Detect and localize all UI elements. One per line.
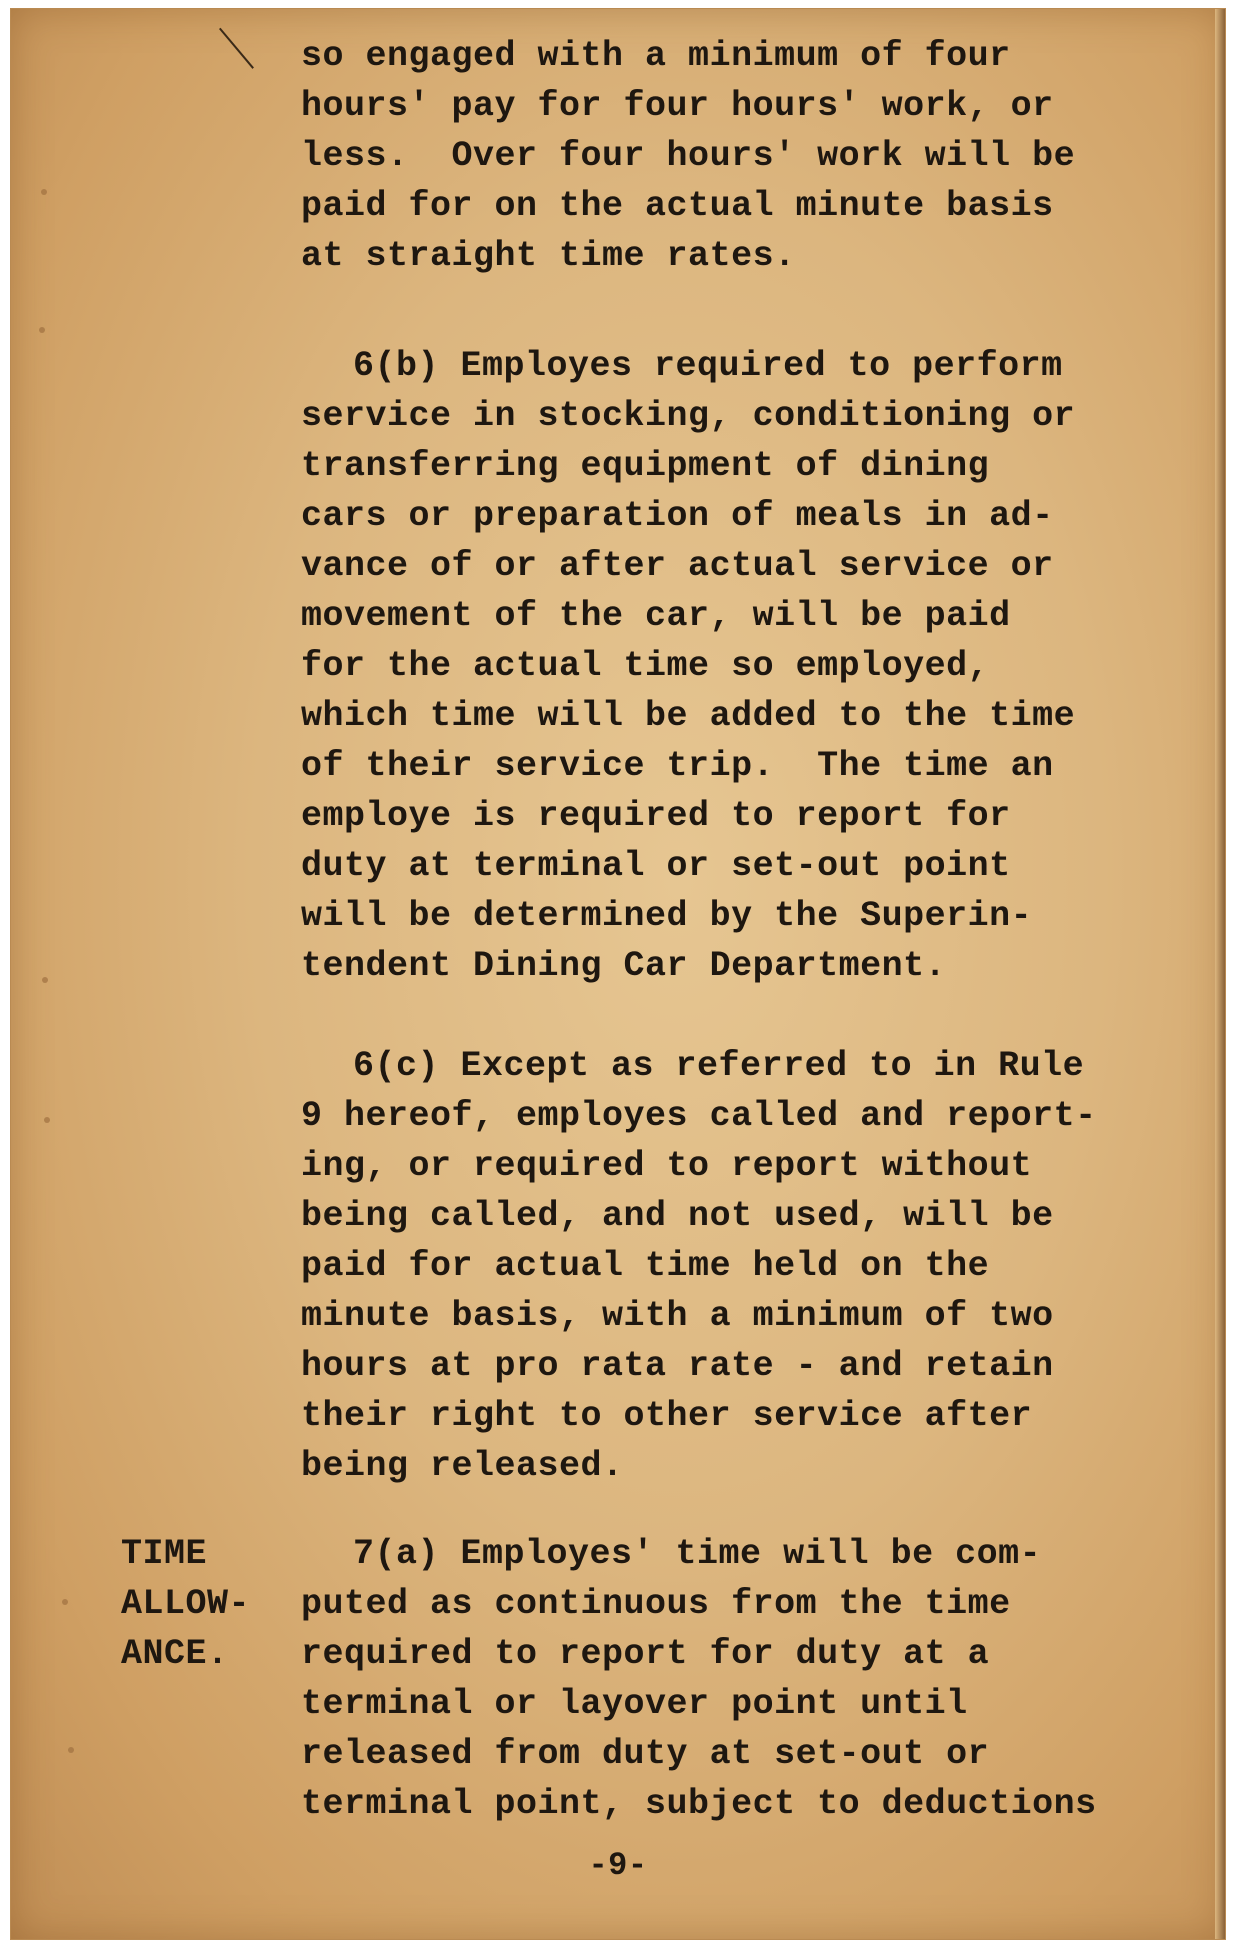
page-number: -9-: [588, 1847, 648, 1884]
text-line: ing, or required to report without: [301, 1146, 1033, 1186]
text-line: vance of or after actual service or: [301, 546, 1054, 586]
punch-hole-mark: [39, 327, 45, 333]
text-line: employe is required to report for: [301, 796, 1011, 836]
text-line: released from duty at set-out or: [301, 1734, 990, 1774]
text-line: service in stocking, conditioning or: [301, 396, 1076, 436]
continuation-paragraph: [301, 31, 1221, 281]
punch-hole-mark: [68, 1747, 74, 1753]
text-line: movement of the car, will be paid: [301, 596, 1011, 636]
text-line: will be determined by the Superin-: [301, 896, 1033, 936]
text-line: paid for on the actual minute basis: [301, 186, 1054, 226]
text-line: terminal or layover point until: [301, 1684, 968, 1724]
text-line: minute basis, with a minimum of two: [301, 1296, 1054, 1336]
text-line: required to report for duty at a: [301, 1634, 990, 1674]
rule-7a-paragraph: [301, 1529, 1221, 1829]
punch-hole-mark: [62, 1599, 68, 1605]
text-line: 6(c) Except as referred to in Rule: [353, 1046, 1085, 1086]
punch-hole-mark: [42, 977, 48, 983]
text-line: cars or preparation of meals in ad-: [301, 496, 1054, 536]
text-line: of their service trip. The time an: [301, 746, 1054, 786]
text-line: terminal point, subject to deductions: [301, 1784, 1097, 1824]
text-line: their right to other service after: [301, 1396, 1033, 1436]
text-line: 7(a) Employes' time will be com-: [353, 1534, 1042, 1574]
pencil-tick-mark: [219, 28, 254, 69]
margin-heading-line: ANCE.: [121, 1634, 229, 1674]
text-line: which time will be added to the time: [301, 696, 1076, 736]
text-line: tendent Dining Car Department.: [301, 946, 947, 986]
text-line: duty at terminal or set-out point: [301, 846, 1011, 886]
text-line: transferring equipment of dining: [301, 446, 990, 486]
margin-heading-time-allowance: [121, 1529, 301, 1679]
text-line: at straight time rates.: [301, 236, 796, 276]
text-line: 9 hereof, employes called and report-: [301, 1096, 1097, 1136]
rule-6b-paragraph: [301, 341, 1221, 991]
text-line: being released.: [301, 1446, 624, 1486]
margin-heading-line: TIME: [121, 1534, 208, 1574]
text-line: for the actual time so employed,: [301, 646, 990, 686]
text-line: so engaged with a minimum of four: [301, 36, 1011, 76]
document-page: [10, 8, 1226, 1940]
text-line: hours at pro rata rate - and retain: [301, 1346, 1054, 1386]
text-line: puted as continuous from the time: [301, 1584, 1011, 1624]
punch-hole-mark: [44, 1117, 50, 1123]
rule-6c-paragraph: [301, 1041, 1221, 1491]
text-line: paid for actual time held on the: [301, 1246, 990, 1286]
text-line: being called, and not used, will be: [301, 1196, 1054, 1236]
margin-heading-line: ALLOW-: [121, 1584, 251, 1624]
punch-hole-mark: [41, 189, 47, 195]
text-line: less. Over four hours' work will be: [301, 136, 1076, 176]
text-line: hours' pay for four hours' work, or: [301, 86, 1054, 126]
text-line: 6(b) Employes required to perform: [353, 346, 1063, 386]
